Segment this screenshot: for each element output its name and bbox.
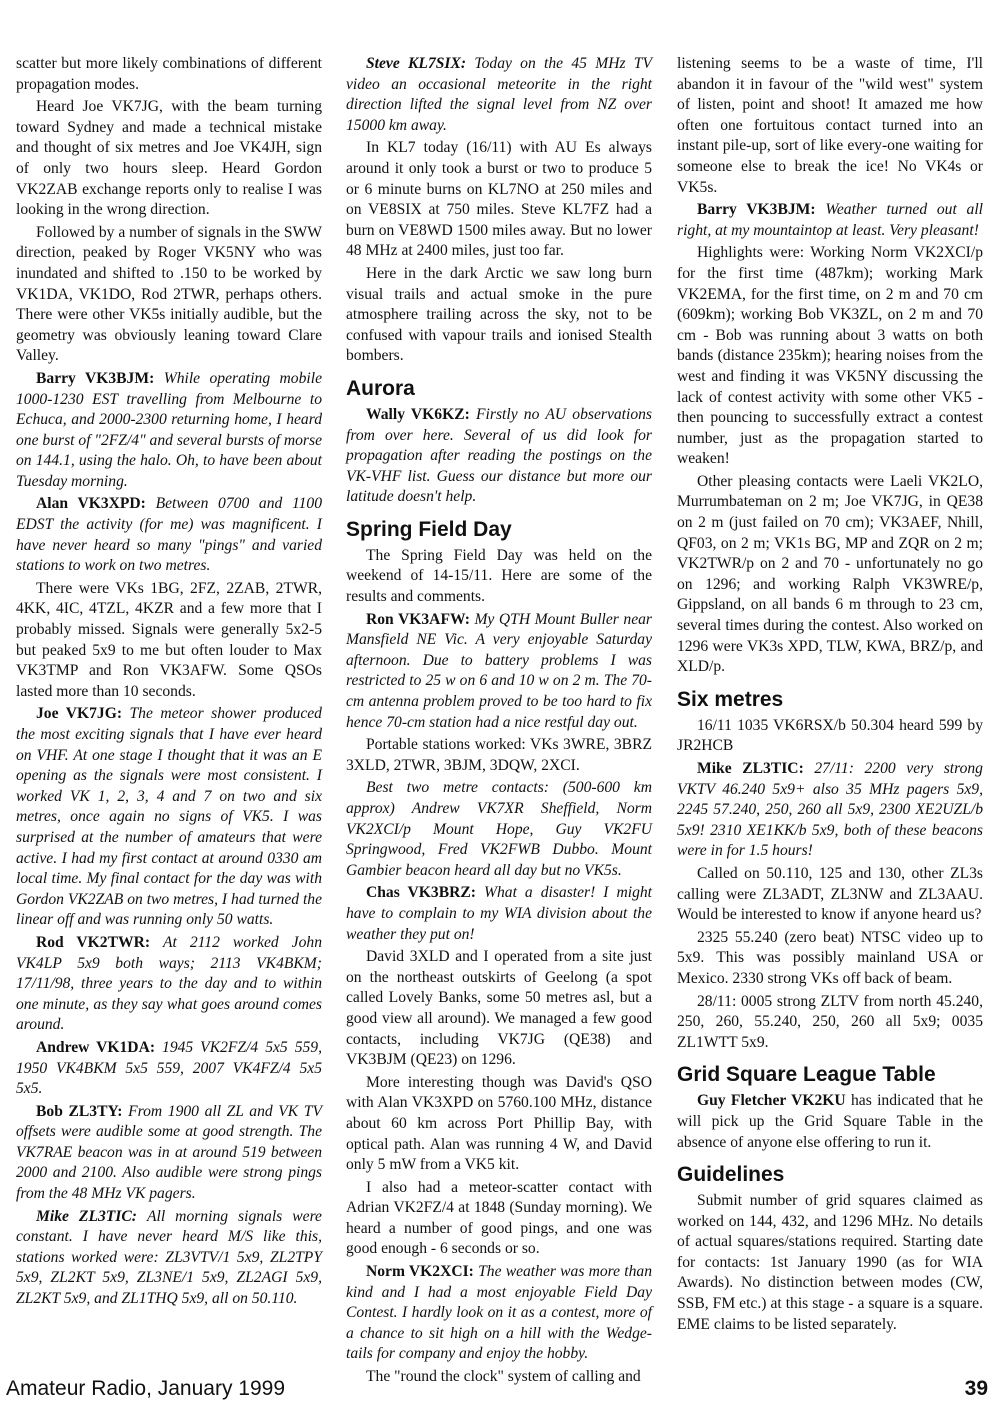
report-author: Barry VK3BJM:	[697, 201, 816, 219]
paragraph: Called on 50.110, 125 and 130, other ZL3s calling were ZL3ADT, ZL3NW and ZL3AAU. Would be interested to know if anyone heard us?	[677, 864, 983, 924]
paragraph: I also had a meteor-scatter contact with Adrian VK2FZ/4 at 1848 (Sunday morning). We heard a number of good pings, and one was good enough - 6 seconds or so.	[346, 1178, 652, 1258]
report-text: The meteor shower produced the most exciting signals that I have ever heard on VHF. At one stage I thought that it was an E opening as the signals were most consistent. I worked VK 1, 2, 3, 4 and 7 on two and six metres, once again no signs of VK5. I was surprised at the number of amateurs that were active. I had my first contact at around 0330 am local time. My final contact for the day was with Gordon VK2ZAB on two metres, I had turned the linear off and was running only 50 watts.	[16, 705, 322, 929]
report-text: While operating mobile 1000-1230 EST travelling from Melbourne to Echuca, and 2000-2300 returning home, I heard one burst of "2FZ/4" and several bursts of morse on 144.1, using the halo. Oh, to have been about Tuesday morning.	[16, 369, 322, 490]
report-barry	[677, 200, 983, 241]
report-author: Joe VK7JG:	[36, 705, 123, 723]
publication-title: Amateur Radio, January 1999	[6, 1377, 285, 1400]
paragraph: 2325 55.240 (zero beat) NTSC video up to 5x9. This was possibly mainland USA or Mexico. 2330 strong VKs off back of beam.	[677, 928, 983, 987]
report-text: Weather turned out all right, at my mountaintop at least. Very pleasant!	[677, 201, 983, 239]
report-author: Andrew VK1DA:	[36, 1038, 156, 1056]
paragraph: scatter but more likely combinations of different propagation modes.	[16, 55, 322, 93]
report-mike	[16, 1207, 322, 1310]
paragraph: Highlights were: Working Norm VK2XCI/p for the first time (487km); working Mark VK2EMA, for the first time, on 2 m and 70 cm (609km); working Bob VK3ZL, on 2 m and 70 cm - Bob was running about 3 watts on both bands (distance 235km); hearing noises from the west and finding it was VK5NY discussing the lack of contest activity with some other VK5 - then pouncing to successfully extract a contest number, just as the propagation started to weaken!	[677, 244, 983, 468]
report-rod	[16, 933, 322, 1036]
paragraph: The Spring Field Day was held on the weekend of 14-15/11. Here are some of the results and comments.	[346, 546, 652, 606]
report-author: Ron VK3AFW:	[366, 610, 470, 628]
report-author: Barry VK3BJM:	[36, 369, 155, 387]
report-text: From 1900 all ZL and VK TV offsets were audible some at good strength. The VK7RAE beacon was in at around 519 between 2000 and 2100. Also audible were strong pings from the 48 MHz VK pagers.	[16, 1102, 322, 1203]
report-author: Alan VK3XPD:	[36, 495, 146, 513]
paragraph: In KL7 today (16/11) with AU Es always around it only took a burst or two to produce 5 or 6 minute burns on KL7NO at 250 miles and on VE8SIX at 750 miles. Steve KL7FZ had a burn on VE8WD 1500 miles away. But no lower 48 MHz at 2400 miles, just too far.	[346, 139, 652, 260]
report-mike	[677, 759, 983, 862]
report-author: Rod VK2TWR:	[36, 933, 151, 951]
column-2	[346, 54, 652, 1390]
report-text: 27/11: 2200 very strong VKTV 46.240 5x9+ also 35 MHz pagers 5x9, 2245 57.240, 250, 260 all 5x9, 2300 XE2UZL/b 5x9! 2310 XE1KK/b 5x9, both of these beacons were in for 1.5 hours!	[677, 760, 983, 860]
report-joe	[16, 704, 322, 931]
report-author: Steve KL7SIX:	[366, 55, 467, 72]
report-alan	[16, 494, 322, 576]
report-text: has indicated that he will pick up the Grid Square Table in the absence of anyone else offering to run it.	[677, 1092, 983, 1151]
report-text: Between 0700 and 1100 EDST the activity (for me) was magnificent. I have never heard so many "pings" and varied stations to work on two metres.	[16, 495, 323, 575]
report-andrew	[16, 1038, 322, 1100]
column-3	[677, 54, 983, 1337]
paragraph: listening seems to be a waste of time, I'll abandon it in favour of the "wild west" system of listen, point and shoot! It amazed me how often one fortuitous contact turned into an instant pile-up, sort of like every-one waiting for someone else to break the ice! No VK4s or VK5s.	[677, 55, 983, 196]
report-text: Firstly no AU observations from over here. Several of us did look for propagation after reading the postings on the VK-VHF list. Guess our distance but more our latitude doesn't help.	[346, 405, 652, 506]
report-author: Wally VK6KZ:	[366, 405, 470, 423]
report-text: What a disaster! I might have to complain to my WIA division about the weather they put on!	[346, 884, 652, 943]
report-text: At 2112 worked John VK4LP 5x9 both ways; 2113 VK4BKM; 17/11/98, three years to the day and to within one minute, as they say what goes around comes around.	[16, 933, 322, 1034]
report-text: My QTH Mount Buller near Mansfield NE Vic. A very enjoyable Saturday afternoon. Due to battery problems I was restricted to 25 w on 6 and 10 w on 2 m. The 70-cm antenna problem proved to be too hard to fix hence 70-cm station had a nice restful day out.	[346, 610, 652, 731]
section-heading-spring-field-day: Spring Field Day	[346, 517, 512, 541]
paragraph: David 3XLD and I operated from a site just on the northeast outskirts of Geelong (a spot called Lovely Banks, some 50 metres asl, but a good view all around). We managed a few good contacts, including VK7JG (QE38) and VK3BJM (QE23) on 1296.	[346, 948, 652, 1069]
report-author: Guy Fletcher VK2KU	[697, 1092, 846, 1110]
report-author: Mike ZL3TIC:	[697, 760, 804, 777]
report-text: All morning signals were constant. I have never heard M/S like this, stations worked were: ZL3VTV/1 5x9, ZL2TPY 5x9, ZL2KT 5x9, ZL3NE/1 5x9, ZL2AGI 5x9, ZL2KT 5x9, and ZL1THQ 5x9, all on 50.110.	[16, 1207, 322, 1308]
report-bob	[16, 1102, 322, 1205]
report-author: Mike ZL3TIC:	[36, 1207, 137, 1225]
paragraph: Here in the dark Arctic we saw long burn visual trails and actual smoke in the pure atmosphere trailing across the sky, not to be confused with vapour trails and ionised Stealth bombers.	[346, 264, 652, 365]
report-barry	[16, 369, 322, 493]
section-heading-aurora: Aurora	[346, 376, 415, 400]
paragraph: Followed by a number of signals in the SWW direction, peaked by Roger VK5NY who was inundated and shifted to .150 to be worked by VK1DA, VK1DO, Rod 2TWR, perhaps others. There were other VK5s initially audible, but the geometry was obviously leaning toward Clare Valley.	[16, 223, 322, 365]
report-wally	[346, 405, 652, 508]
report-author: Bob ZL3TY:	[36, 1102, 123, 1120]
paragraph: Other pleasing contacts were Laeli VK2LO, Murrumbateman on 2 m; Joe VK7JG, in QE38 on 2 m (just failed on 70 cm); VK3AEF, Nhill, QF03, on 2 m; VK1s BG, MP and ZQR on 2 m; VK2TWR/p on 2 and 70 - unfortunately no go on 1296; and working Ralph VK3WRE/p, Gippsland, on all bands 6 m through to 23 cm, several times during the contest. Also worked on 1296 were VK3s XPD, TLW, KWA, BRZ/p, and XLD/p.	[677, 472, 983, 676]
section-heading-grid-square: Grid Square League Table	[677, 1063, 936, 1087]
report-steve	[346, 54, 652, 136]
report-text: Today on the 45 MHz TV video an occasional meteorite in the right direction lifted the signal level from NZ over 15000 km away.	[346, 55, 652, 134]
report-norm	[346, 1262, 652, 1365]
paragraph: Submit number of grid squares claimed as worked on 144, 432, and 1296 MHz. No details of actual squares/stations required. Starting date for contacts: 1st January 1990 (as for WIA Awards). No distinction between modes (CW, SSB, FM etc.) at this stage - a square is a square. EME claims to be listed separately.	[677, 1192, 983, 1333]
paragraph: More interesting though was David's QSO with Alan VK3XPD on 5760.100 MHz, distance about 60 km across Port Phillip Bay, with optical path. Alan was running 4 W, and David only 5 mW from a VK5 kit.	[346, 1073, 652, 1174]
paragraph: The "round the clock" system of calling and	[366, 1368, 641, 1386]
report-chas	[346, 883, 652, 945]
paragraph: There were VKs 1BG, 2FZ, 2ZAB, 2TWR, 4KK, 4IC, 4TZL, 4KZR and a few more that I probably missed. Signals were generally 5x2-5 but peaked 5x9 to me but often louder to Max VK3TMP and Ron VK3AFW. Some QSOs lasted more than 10 seconds.	[16, 579, 322, 700]
section-heading-six-metres: Six metres	[677, 687, 784, 711]
report-ron	[346, 610, 652, 734]
report-author: Chas VK3BRZ:	[366, 884, 476, 902]
paragraph: Best two metre contacts: (500-600 km approx) Andrew VK7XR Sheffield, Norm VK2XCI/p Mount Hope, Guy VK2FU Springwood, Fred VK2FWB Dubbo. Mount Gambier beacon heard all day but no VK5s.	[346, 779, 652, 879]
report-guy	[677, 1091, 983, 1153]
paragraph: Heard Joe VK7JG, with the beam turning toward Sydney and made a technical mistake and thought of six metres and Joe VK4JH, sign of only two hours sleep. Heard Gordon VK2ZAB exchange reports only to realise I was looking in the wrong direction.	[16, 98, 322, 219]
page-footer	[6, 1374, 988, 1404]
report-text: The weather was more than kind and I had a most enjoyable Field Day Contest. I hardly look on it as a contest, more of a chance to sit high on a hill with the Wedge-tails for company and enjoy the hobby.	[346, 1263, 653, 1363]
paragraph: Portable stations worked: VKs 3WRE, 3BRZ 3XLD, 2TWR, 3BJM, 3DQW, 2XCI.	[346, 736, 652, 774]
section-heading-guidelines: Guidelines	[677, 1163, 785, 1187]
page-number: 39	[964, 1377, 988, 1400]
paragraph: 28/11: 0005 strong ZLTV from north 45.240, 250, 260, 55.240, 250, 260 all 5x9; 0035 ZL1WTT 5x9.	[677, 992, 983, 1051]
paragraph: 16/11 1035 VK6RSX/b 50.304 heard 599 by JR2HCB	[677, 716, 983, 755]
column-1	[16, 54, 322, 1312]
report-author: Norm VK2XCI:	[366, 1263, 474, 1281]
report-text: 1945 VK2FZ/4 5x5 559, 1950 VK4BKM 5x5 559, 2007 VK4FZ/4 5x5 5x5.	[16, 1038, 322, 1098]
